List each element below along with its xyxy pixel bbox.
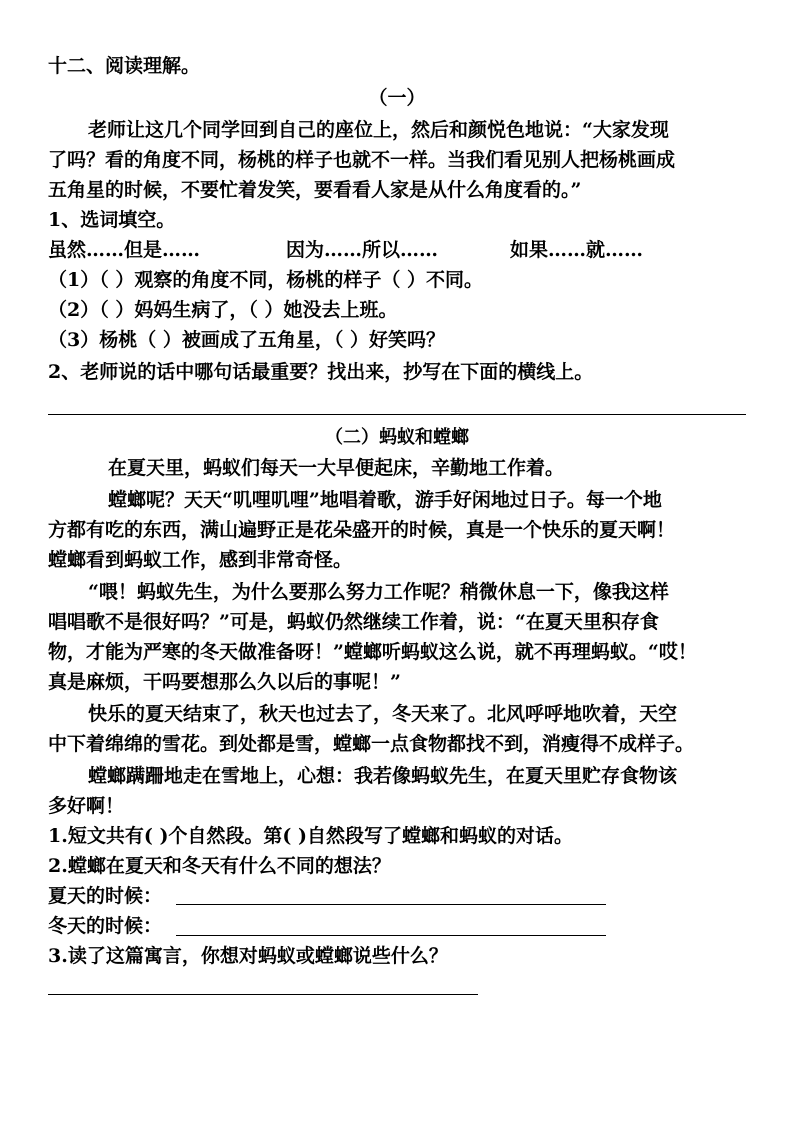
passage-line: 方都有吃的东西，满山遍野正是花朵盛开的时候，真是一个快乐的夏天啊！	[48, 519, 676, 541]
fill-blank-item: （3）杨桃（ ）被画成了五角星，（ ）好笑吗？	[48, 329, 445, 351]
sub-heading: （一）	[368, 87, 426, 109]
winter-answer-line[interactable]	[176, 935, 606, 936]
passage-line: 唱唱歌不是很好吗？”可是，蚂蚁仍然继续工作着，说：“在夏天里积存食	[48, 611, 659, 633]
passage-line: 老师让这几个同学回到自己的座位上，然后和颜悦色地说：“大家发现	[88, 119, 669, 141]
passage-line: “喂！蚂蚁先生，为什么要那么努力工作呢？稍微休息一下，像我这样	[88, 581, 669, 603]
passage-line: 真是麻烦，干吗要想那么久以后的事呢！”	[48, 671, 401, 693]
passage-line: 快乐的夏天结束了，秋天也过去了，冬天来了。北风呼呼地吹着，天空	[88, 703, 678, 725]
question-1: 1.短文共有( )个自然段。第( )自然段写了螳螂和蚂蚁的对话。	[48, 825, 574, 847]
fill-blank-item: （2）（ ）妈妈生病了，（ ）她没去上班。	[48, 299, 398, 321]
fill-blank-item: （1）（ ）观察的角度不同，杨桃的样子（ ）不同。	[48, 269, 483, 291]
word-option: 虽然……但是……	[48, 239, 201, 261]
answer-line[interactable]	[48, 414, 746, 415]
passage-line: 在夏天里，蚂蚁们每天一大早便起床，辛勤地工作着。	[108, 457, 565, 479]
passage-line: 螳螂蹒跚地走在雪地上，心想：我若像蚂蚁先生，在夏天里贮存食物该	[88, 765, 678, 787]
summer-label: 夏天的时候：	[48, 885, 163, 907]
winter-label: 冬天的时候：	[48, 915, 163, 937]
passage-line: 五角星的时候，不要忙着发笑，要看看人家是从什么角度看的。”	[48, 179, 582, 201]
story-title: （二）蚂蚁和螳螂	[325, 427, 469, 448]
passage-line: 了吗？看的角度不同，杨桃的样子也就不一样。当我们看见别人把杨桃画成	[48, 149, 676, 171]
question-title: 1、选词填空。	[48, 209, 176, 231]
passage-line: 螳螂看到蚂蚁工作，感到非常奇怪。	[48, 549, 353, 571]
passage-line: 中下着绵绵的雪花。到处都是雪，螳螂一点食物都找不到，消瘦得不成样子。	[48, 733, 695, 755]
summer-answer-line[interactable]	[176, 904, 606, 905]
section-heading: 十二、阅读理解。	[48, 55, 201, 77]
passage-line: 多好啊！	[48, 795, 125, 817]
question-2: 2.螳螂在夏天和冬天有什么不同的想法？	[48, 855, 391, 877]
passage-line: 物，才能为严寒的冬天做准备呀！”螳螂听蚂蚁这么说，就不再理蚂蚁。“哎！	[48, 641, 697, 663]
passage-line: 螳螂呢？天天“叽哩叽哩”地唱着歌，游手好闲地过日子。每一个地	[108, 489, 662, 511]
question-3: 3.读了这篇寓言，你想对蚂蚁或螳螂说些什么？	[48, 945, 448, 967]
question-title: 2、老师说的话中哪句话最重要？找出来，抄写在下面的横线上。	[48, 361, 594, 383]
word-option: 如果……就……	[510, 239, 644, 261]
q3-answer-line[interactable]	[48, 994, 478, 995]
word-option: 因为……所以……	[286, 239, 439, 261]
